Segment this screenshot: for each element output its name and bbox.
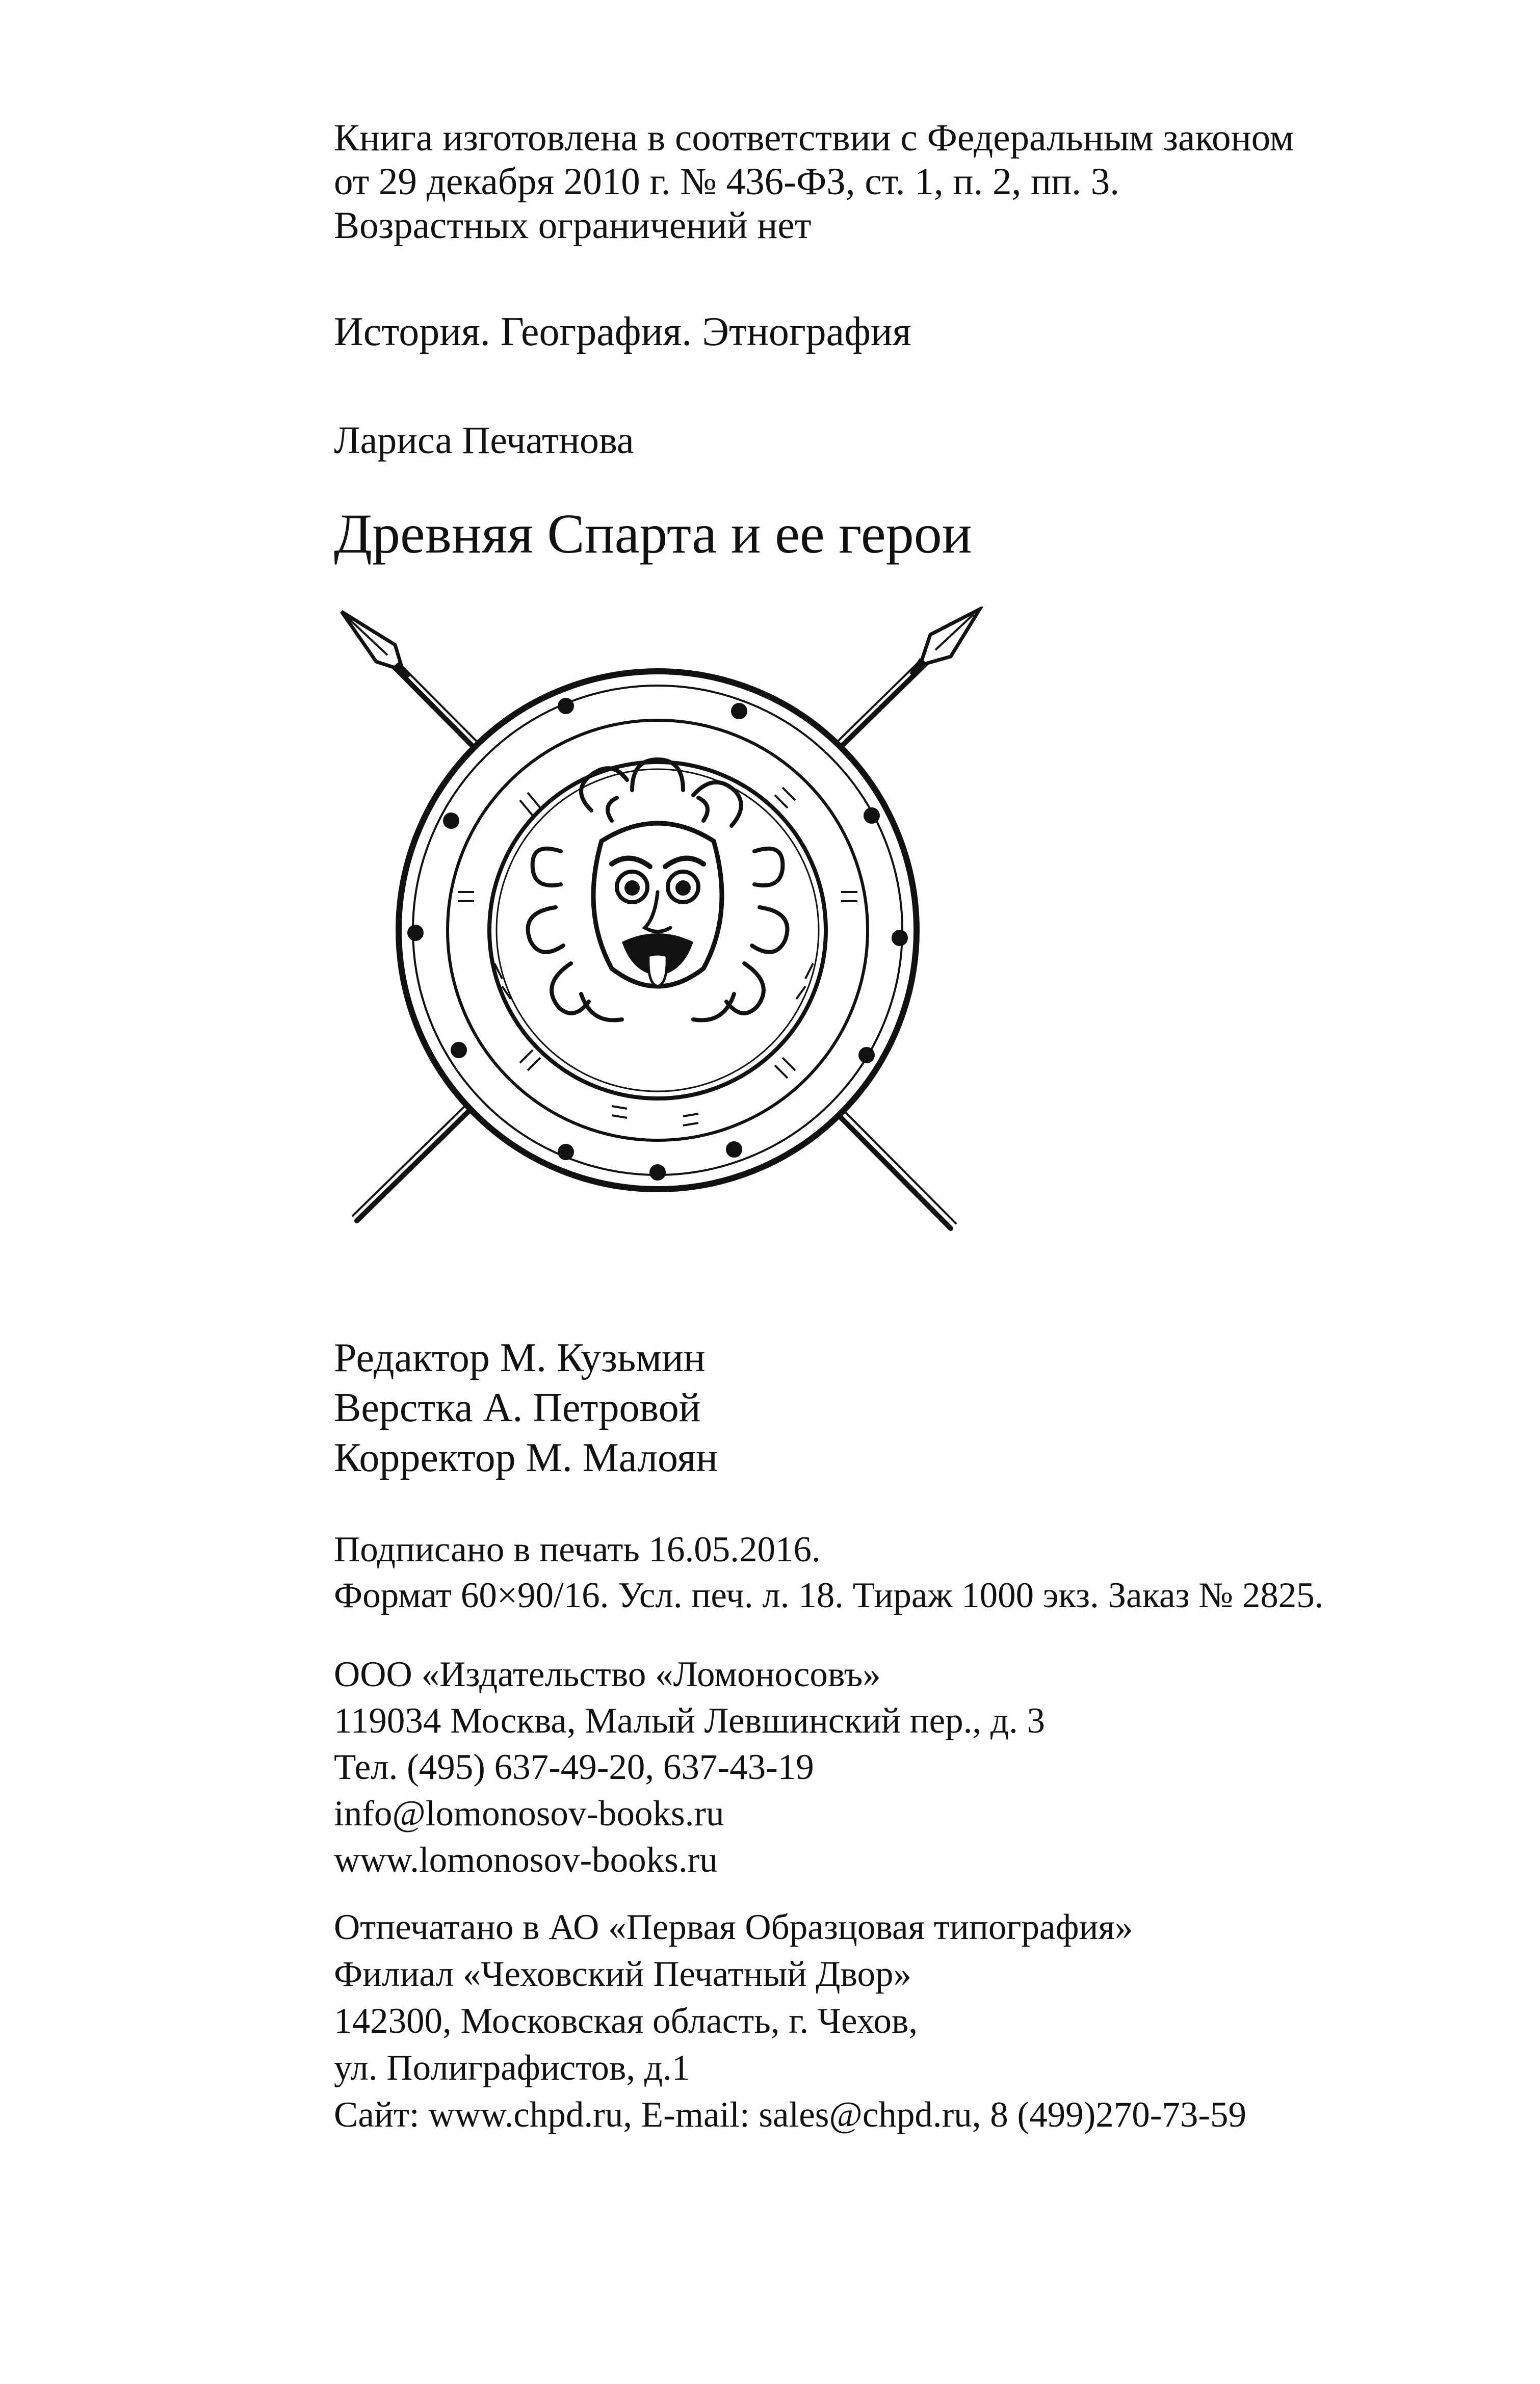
printer-address-city: 142300, Московская область, г. Чехов, (334, 2001, 918, 2041)
credit-proofreader: Корректор М. Малоян (334, 1435, 718, 1480)
printer-contacts: Сайт: www.chpd.ru, E-mail: sales@chpd.ru, 8 (499)270-73-59 (334, 2095, 1247, 2135)
author-name: Лариса Печатнова (334, 419, 634, 462)
book-title: Древняя Спарта и ее герои (334, 503, 972, 565)
publisher-email: info@lomonosov-books.ru (334, 1794, 724, 1833)
publisher-website: www.lomonosov-books.ru (334, 1840, 718, 1880)
series-name: История. География. Этнография (334, 309, 911, 354)
shield-with-gorgon-and-crossed-spears-icon (326, 607, 989, 1249)
credits (334, 1333, 718, 1483)
credit-layout: Верстка А. Петровой (334, 1385, 701, 1430)
printer-info (334, 1904, 1246, 2138)
spear-head-left (342, 612, 408, 678)
credit-editor: Редактор М. Кузьмин (334, 1335, 706, 1380)
legal-line: от 29 декабря 2010 г. № 436-ФЗ, ст. 1, п. 2, пп. 3. (334, 161, 1119, 203)
publisher-name: ООО «Издательство «Ломоносовъ» (334, 1655, 881, 1694)
spear-head-right (912, 609, 980, 675)
printer-name: Отпечатано в АО «Первая Образцовая типография» (334, 1907, 1133, 1947)
print-info (334, 1527, 1324, 1618)
printer-branch: Филиал «Чеховский Печатный Двор» (334, 1954, 912, 1994)
publisher-address: 119034 Москва, Малый Левшинский пер., д. 3 (334, 1701, 1046, 1741)
legal-line: Книга изготовлена в соответствии с Федеральным законом (334, 117, 1294, 159)
print-format: Формат 60×90/16. Усл. печ. л. 18. Тираж 1000 экз. Заказ № 2825. (334, 1576, 1324, 1615)
legal-line: Возрастных ограничений нет (334, 204, 812, 247)
legal-notice (334, 116, 1294, 248)
publisher-phone: Тел. (495) 637-49-20, 637-43-19 (334, 1747, 814, 1787)
print-signed-date: Подписано в печать 16.05.2016. (334, 1530, 821, 1569)
publisher-info (334, 1652, 1045, 1883)
printer-address-street: ул. Полиграфистов, д.1 (334, 2048, 690, 2088)
